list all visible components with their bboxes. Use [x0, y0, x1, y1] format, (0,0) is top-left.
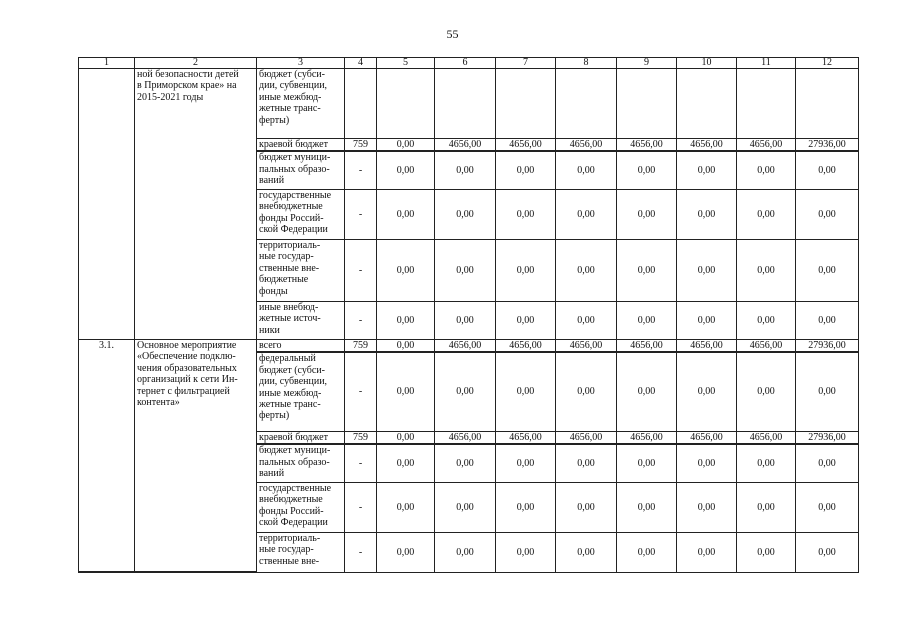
activity-name	[135, 339, 257, 572]
amount-cell: 0,00	[796, 189, 859, 239]
amount-cell: 0,00	[617, 532, 677, 572]
amount-cell: 27936,00	[796, 139, 859, 152]
item-number: 3.1.	[79, 339, 135, 572]
grbs-code-cell: -	[345, 352, 377, 431]
amount-cell: 4656,00	[556, 339, 617, 352]
amount-cell: 4656,00	[617, 139, 677, 152]
activity-name-text: ной безопасности детей в Приморском крае» на 2015-2021 годы	[137, 69, 239, 103]
amount-cell: 4656,00	[556, 139, 617, 152]
grbs-code-cell: 759	[345, 339, 377, 352]
amount-cell: 0,00	[677, 352, 737, 431]
amount-cell	[496, 69, 556, 139]
funding-source-text: бюджет муници- пальных образо- ваний	[259, 445, 331, 480]
grbs-code-cell: 759	[345, 431, 377, 444]
amount-cell: 0,00	[435, 532, 496, 572]
amount-cell: 0,00	[377, 139, 435, 152]
amount-cell: 0,00	[377, 352, 435, 431]
amount-cell: 0,00	[556, 151, 617, 189]
table-body	[79, 58, 859, 573]
funding-source-text: территориаль- ные государ- ственные вне-	[259, 532, 321, 567]
amount-cell: 0,00	[435, 189, 496, 239]
page-number: 55	[446, 27, 459, 41]
column-header: 3	[257, 58, 345, 69]
grbs-code-cell: -	[345, 151, 377, 189]
amount-cell: 0,00	[796, 239, 859, 301]
column-header-row	[79, 58, 859, 69]
amount-cell: 0,00	[435, 301, 496, 339]
funding-source	[257, 431, 345, 444]
column-header: 9	[617, 58, 677, 69]
amount-cell: 0,00	[737, 482, 796, 532]
activity-name	[135, 69, 257, 340]
column-header: 1	[79, 58, 135, 69]
amount-cell: 0,00	[737, 239, 796, 301]
funding-source	[257, 532, 345, 572]
amount-cell: 0,00	[737, 301, 796, 339]
grbs-code-cell: -	[345, 239, 377, 301]
amount-cell: 0,00	[737, 444, 796, 482]
amount-cell: 0,00	[435, 151, 496, 189]
funding-source-text: государственные внебюджетные фонды Россий- ской Федерации	[259, 189, 332, 236]
amount-cell: 0,00	[677, 444, 737, 482]
column-header: 8	[556, 58, 617, 69]
amount-cell: 4656,00	[677, 339, 737, 352]
amount-cell: 4656,00	[496, 139, 556, 152]
amount-cell	[377, 69, 435, 139]
column-header: 11	[737, 58, 796, 69]
amount-cell: 0,00	[377, 532, 435, 572]
amount-cell: 0,00	[496, 239, 556, 301]
funding-source-text: бюджет муници- пальных образо- ваний	[259, 152, 331, 187]
amount-cell: 0,00	[496, 532, 556, 572]
column-header: 7	[496, 58, 556, 69]
amount-cell: 4656,00	[737, 339, 796, 352]
amount-cell: 0,00	[617, 151, 677, 189]
amount-cell: 4656,00	[435, 339, 496, 352]
amount-cell: 0,00	[796, 151, 859, 189]
amount-cell: 0,00	[556, 189, 617, 239]
funding-source	[257, 339, 345, 352]
amount-cell: 4656,00	[496, 431, 556, 444]
amount-cell: 0,00	[556, 482, 617, 532]
amount-cell: 4656,00	[617, 431, 677, 444]
amount-cell: 0,00	[796, 352, 859, 431]
table-row	[79, 339, 859, 352]
amount-cell: 0,00	[677, 532, 737, 572]
amount-cell: 0,00	[435, 482, 496, 532]
amount-cell: 4656,00	[617, 339, 677, 352]
amount-cell: 27936,00	[796, 431, 859, 444]
funding-source	[257, 444, 345, 482]
amount-cell: 0,00	[377, 431, 435, 444]
amount-cell: 4656,00	[677, 431, 737, 444]
amount-cell: 0,00	[556, 301, 617, 339]
amount-cell: 0,00	[377, 444, 435, 482]
funding-source	[257, 301, 345, 339]
amount-cell	[796, 69, 859, 139]
amount-cell: 0,00	[377, 339, 435, 352]
amount-cell: 0,00	[617, 301, 677, 339]
funding-source	[257, 139, 345, 152]
amount-cell: 0,00	[737, 352, 796, 431]
grbs-code-cell: -	[345, 189, 377, 239]
funding-source	[257, 482, 345, 532]
amount-cell: 0,00	[617, 189, 677, 239]
column-header: 6	[435, 58, 496, 69]
amount-cell: 0,00	[435, 444, 496, 482]
activity-name-text: Основное мероприятие «Обеспечение подклю- чения образовательных организаций к сети Ин- тернет с фильтрацией контента»	[137, 339, 238, 408]
amount-cell: 0,00	[796, 301, 859, 339]
amount-cell	[556, 69, 617, 139]
amount-cell: 0,00	[737, 532, 796, 572]
grbs-code-cell	[345, 69, 377, 139]
amount-cell	[737, 69, 796, 139]
funding-source	[257, 239, 345, 301]
budget-table	[78, 57, 859, 573]
funding-source	[257, 69, 345, 139]
column-header: 5	[377, 58, 435, 69]
funding-source	[257, 352, 345, 431]
funding-source-text: территориаль- ные государ- ственные вне- бюджетные фонды	[259, 239, 321, 297]
funding-source	[257, 189, 345, 239]
funding-source-text: государственные внебюджетные фонды Россий- ской Федерации	[259, 482, 332, 528]
amount-cell: 0,00	[556, 532, 617, 572]
grbs-code-cell: -	[345, 301, 377, 339]
amount-cell: 0,00	[677, 301, 737, 339]
amount-cell: 0,00	[677, 189, 737, 239]
amount-cell: 0,00	[796, 532, 859, 572]
grbs-code-cell: -	[345, 444, 377, 482]
amount-cell: 0,00	[496, 482, 556, 532]
funding-source-text: федеральный бюджет (субси- дии, субвенции, иные межбюд- жетные транс- ферты)	[259, 353, 328, 422]
funding-source	[257, 151, 345, 189]
amount-cell: 0,00	[496, 444, 556, 482]
amount-cell: 0,00	[677, 239, 737, 301]
amount-cell: 0,00	[377, 482, 435, 532]
amount-cell: 0,00	[435, 352, 496, 431]
amount-cell: 0,00	[496, 189, 556, 239]
amount-cell: 4656,00	[737, 139, 796, 152]
amount-cell: 4656,00	[737, 431, 796, 444]
amount-cell: 0,00	[435, 239, 496, 301]
funding-source-text: краевой бюджет	[259, 139, 328, 150]
amount-cell: 0,00	[677, 151, 737, 189]
amount-cell: 4656,00	[496, 339, 556, 352]
amount-cell: 0,00	[737, 151, 796, 189]
item-number	[79, 69, 135, 340]
amount-cell: 0,00	[496, 352, 556, 431]
amount-cell: 0,00	[796, 444, 859, 482]
amount-cell: 0,00	[496, 151, 556, 189]
amount-cell: 4656,00	[556, 431, 617, 444]
amount-cell: 0,00	[796, 482, 859, 532]
amount-cell: 0,00	[677, 482, 737, 532]
amount-cell: 4656,00	[435, 139, 496, 152]
amount-cell	[677, 69, 737, 139]
funding-source-text: бюджет (субси- дии, субвенции, иные межбюд- жетные транс- ферты)	[259, 69, 328, 126]
amount-cell: 0,00	[617, 352, 677, 431]
funding-source-text: всего	[259, 339, 282, 351]
grbs-code-cell: 759	[345, 139, 377, 152]
amount-cell: 0,00	[617, 444, 677, 482]
amount-cell: 0,00	[617, 482, 677, 532]
amount-cell: 0,00	[496, 301, 556, 339]
grbs-code-cell: -	[345, 532, 377, 572]
grbs-code-cell: -	[345, 482, 377, 532]
amount-cell: 0,00	[377, 151, 435, 189]
amount-cell: 0,00	[377, 189, 435, 239]
table-row	[79, 69, 859, 139]
amount-cell: 0,00	[556, 352, 617, 431]
amount-cell	[617, 69, 677, 139]
amount-cell: 0,00	[556, 239, 617, 301]
column-header: 12	[796, 58, 859, 69]
amount-cell: 0,00	[556, 444, 617, 482]
column-header: 2	[135, 58, 257, 69]
funding-source-text: иные внебюд- жетные источ- ники	[259, 301, 321, 336]
amount-cell	[435, 69, 496, 139]
column-header: 4	[345, 58, 377, 69]
amount-cell: 4656,00	[677, 139, 737, 152]
funding-source-text: краевой бюджет	[259, 431, 328, 443]
amount-cell: 27936,00	[796, 339, 859, 352]
amount-cell: 0,00	[617, 239, 677, 301]
amount-cell: 4656,00	[435, 431, 496, 444]
amount-cell: 0,00	[377, 301, 435, 339]
amount-cell: 0,00	[377, 239, 435, 301]
column-header: 10	[677, 58, 737, 69]
amount-cell: 0,00	[737, 189, 796, 239]
